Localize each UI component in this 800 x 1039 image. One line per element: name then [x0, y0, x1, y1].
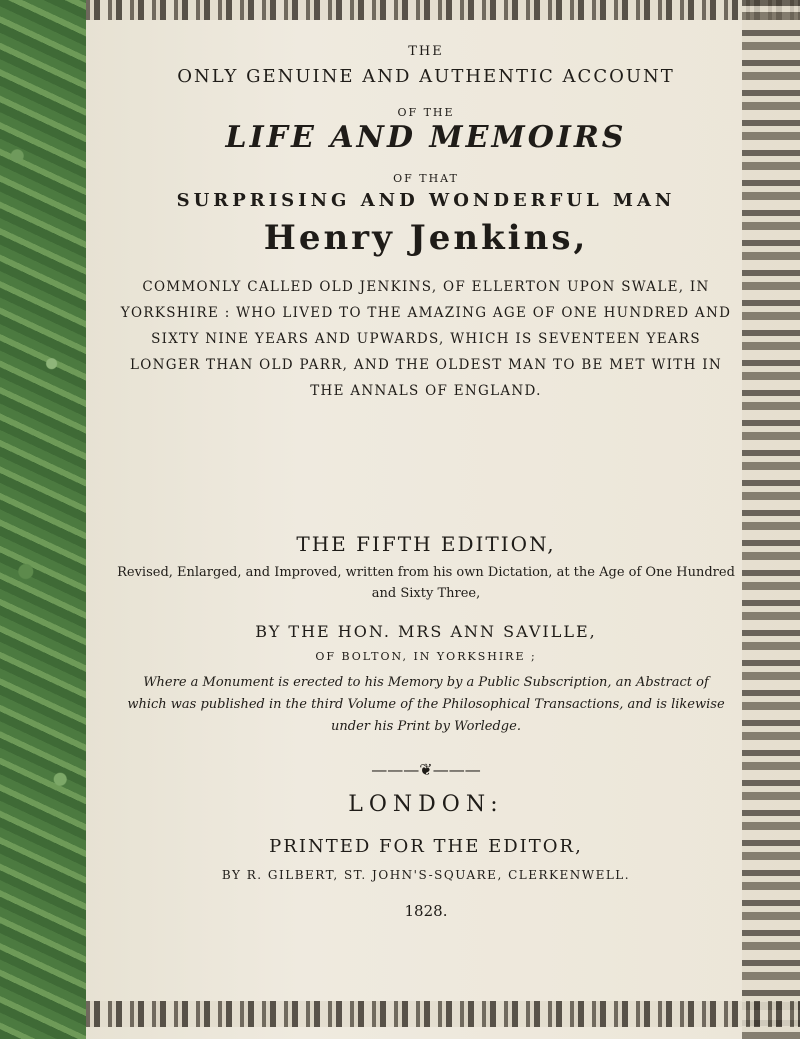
line-surprising-man: SURPRISING AND WONDERFUL MAN	[176, 190, 676, 211]
line-genuine-account: ONLY GENUINE AND AUTHENTIC ACCOUNT	[177, 66, 675, 87]
line-of-that: OF THAT	[393, 172, 459, 185]
line-the: THE	[408, 44, 444, 59]
ornamental-border-bottom	[86, 1001, 800, 1027]
marbled-board-edge	[0, 0, 86, 1039]
line-of-the: OF THE	[397, 106, 455, 119]
title-page	[86, 0, 800, 1039]
ornamental-border-top	[86, 0, 800, 20]
subject-description: COMMONLY CALLED OLD JENKINS, OF ELLERTON UPON SWALE, IN YORKSHIRE : WHO LIVED TO THE AMAZING AGE OF ONE HUNDRED AND SIXTY NINE YEARS AND UPWARDS, WHICH IS SEVENTEEN YEARS LONGER THAN OLD PARR, AND THE OLDEST MAN TO BE MET WITH IN THE ANNALS OF ENGLAND.	[120, 279, 732, 399]
author-statement: BY THE HON. MRS ANN SAVILLE,	[255, 622, 597, 641]
book-title: LIFE AND MEMOIRS	[225, 120, 627, 155]
monument-note: Where a Monument is erected to his Memory by a Public Subscription, an Abstract of which was published in the third Volume of the Philosophical Transactions, and is likewise under his Print by Worledge.	[127, 675, 725, 734]
imprint-city: LONDON:	[348, 792, 504, 817]
imprint-printed-for: PRINTED FOR THE EDITOR,	[269, 836, 583, 857]
ornament-divider: ———❦———	[371, 760, 481, 779]
revision-statement: Revised, Enlarged, and Improved, written from his own Dictation, at the Age of One Hundred and Sixty Three,	[117, 565, 735, 601]
ornamental-border-right	[742, 0, 800, 1039]
imprint-year: 1828.	[404, 902, 448, 920]
author-place: OF BOLTON, IN YORKSHIRE ;	[315, 650, 537, 663]
imprint-printer-address: BY R. GILBERT, ST. JOHN'S-SQUARE, CLERKENWELL.	[221, 868, 631, 882]
subject-name: Henry Jenkins,	[263, 218, 589, 258]
edition-statement: THE FIFTH EDITION,	[296, 532, 556, 556]
